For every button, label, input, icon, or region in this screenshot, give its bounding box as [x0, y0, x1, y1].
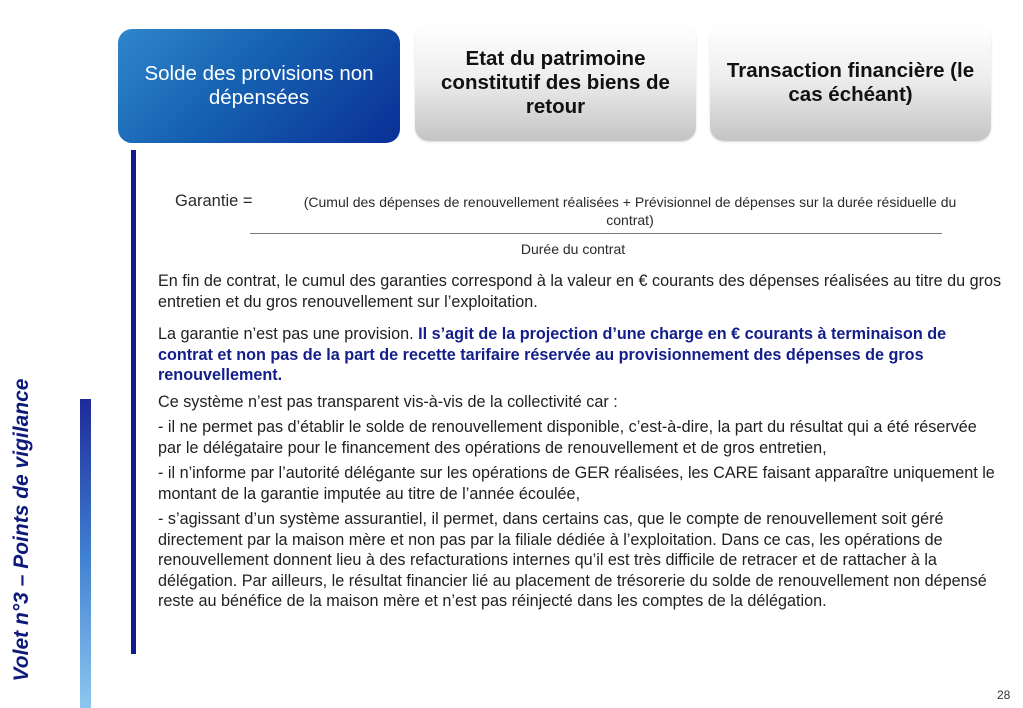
side-accent-bar [80, 399, 91, 708]
formula-denominator: Durée du contrat [520, 241, 626, 257]
side-title-text: Volet n°3 – Points de vigilance [10, 378, 33, 682]
tab-solde-provisions[interactable] [118, 29, 400, 143]
paragraph: Ce système n’est pas transparent vis-à-vis de la collectivité car : [158, 392, 618, 411]
paragraph: En fin de contrat, le cumul des garanties correspond à la valeur en € courants des dépenses réalisées au titre du gros entretien et du gros renouvellement sur l’exploitation. [158, 272, 1002, 311]
formula-label: Garantie = [175, 192, 253, 210]
tab-etat-patrimoine[interactable] [415, 25, 696, 141]
paragraph-plain: La garantie n’est pas une provision. [158, 325, 419, 343]
bullet-item: - s’agissant d’un système assurantiel, il permet, dans certains cas, que le compte de renouvellement soit géré directement par la maison mère et non pas par la filiale dédiée à l’exploitation. Dans ce cas, les opérations de renouvellement donnent lieu à des refacturations internes qu’il est très difficile de retracer et de rattacher à la délégation. Par ailleurs, le résultat financier lié au placement de trésorerie du solde de renouvellement non dépensé reste au bénéfice de la maison mère et n’est pas réinjecté dans les comptes de la délégation. [158, 510, 987, 610]
bullet-item: - il ne permet pas d’établir le solde de renouvellement disponible, c’est-à-dire, la part du résultat qui a été réservée par le délégataire pour le financement des opérations de renouvellement et de gros entretien, [158, 418, 977, 457]
tab-label: Solde des provisions non dépensées [144, 62, 374, 109]
fraction-bar [250, 233, 942, 234]
formula-numerator: (Cumul des dépenses de renouvellement réalisées + Prévisionnel de dépenses sur la durée résiduelle du contrat) [303, 194, 957, 228]
paragraph [158, 324, 1003, 386]
tab-label: Transaction financière (le cas échéant) [726, 59, 975, 106]
tab-transaction-financiere[interactable] [710, 25, 991, 141]
content-divider [131, 150, 136, 654]
bullet-item: - il n’informe par l’autorité délégante sur les opérations de GER réalisées, les CARE faisant apparaître uniquement le montant de la garantie imputée au titre de l’année écoulée, [158, 464, 995, 503]
body-text [158, 271, 1003, 617]
paragraph-highlight: Il s’agit de la projection d’une charge en € courants à terminaison de contrat et non pas de la part de recette tarifaire réservée au provisionnement des dépenses de gros renouvellement. [158, 325, 947, 384]
tab-label: Etat du patrimoine constitutif des biens de retour [441, 47, 670, 118]
page-number: 28 [997, 688, 1011, 702]
